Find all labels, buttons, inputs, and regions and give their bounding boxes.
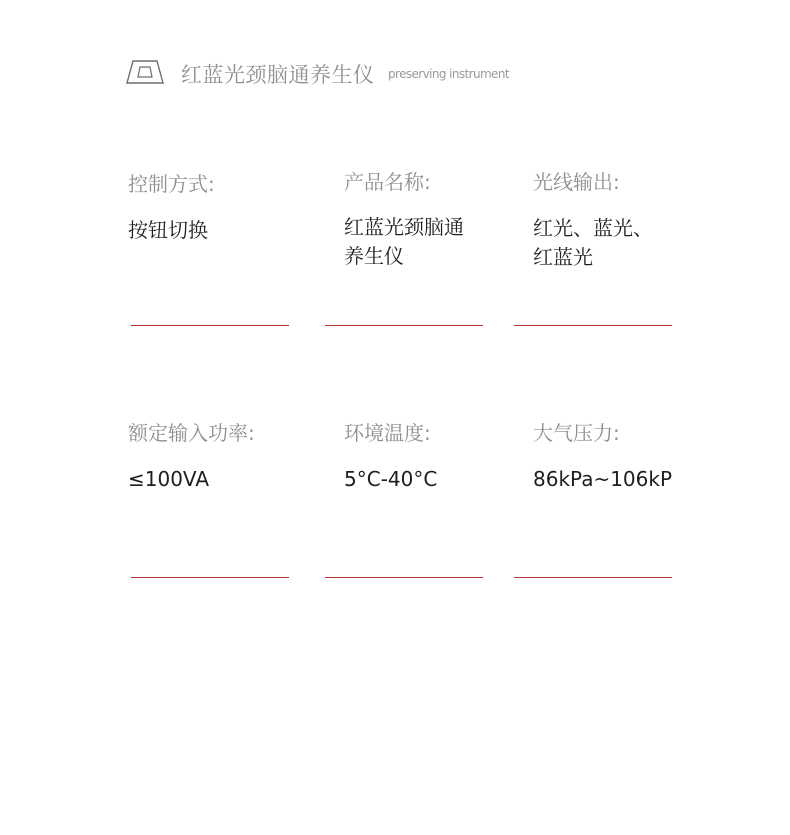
spec-value bbox=[128, 465, 209, 494]
divider-rule bbox=[325, 325, 483, 326]
spec-value bbox=[128, 216, 208, 245]
spec-label: 大气压力: bbox=[533, 421, 620, 445]
spec-label: 光线输出: bbox=[533, 170, 620, 194]
spec-value-line: 红光、蓝光、 bbox=[533, 216, 653, 240]
spec-value bbox=[533, 465, 672, 494]
divider-rule bbox=[514, 325, 672, 326]
spec-value-line: 按钮切换 bbox=[128, 218, 208, 242]
divider-rule bbox=[514, 577, 672, 578]
divider-rule bbox=[131, 577, 289, 578]
trapezoid-logo-icon bbox=[126, 60, 164, 84]
page-subtitle: preserving instrument bbox=[388, 67, 509, 81]
spec-label: 产品名称: bbox=[344, 170, 431, 194]
page-title: 红蓝光颈脑通养生仪 bbox=[181, 63, 375, 87]
page-header bbox=[126, 56, 726, 90]
spec-value-line: 红蓝光 bbox=[533, 245, 593, 269]
divider-rule bbox=[131, 325, 289, 326]
spec-value-line: 5°C-40°C bbox=[344, 467, 438, 491]
spec-value bbox=[533, 214, 653, 272]
spec-label: 控制方式: bbox=[128, 172, 215, 196]
divider-rule bbox=[325, 577, 483, 578]
spec-value-line: ≤100VA bbox=[128, 467, 210, 491]
spec-value-line: 养生仪 bbox=[344, 244, 404, 268]
spec-value-line: 红蓝光颈脑通 bbox=[344, 215, 464, 239]
spec-label: 环境温度: bbox=[344, 421, 431, 445]
spec-value-line: 86kPa~106kP bbox=[533, 467, 673, 491]
spec-label: 额定输入功率: bbox=[128, 421, 255, 445]
spec-value bbox=[344, 465, 437, 494]
spec-value bbox=[344, 213, 464, 271]
